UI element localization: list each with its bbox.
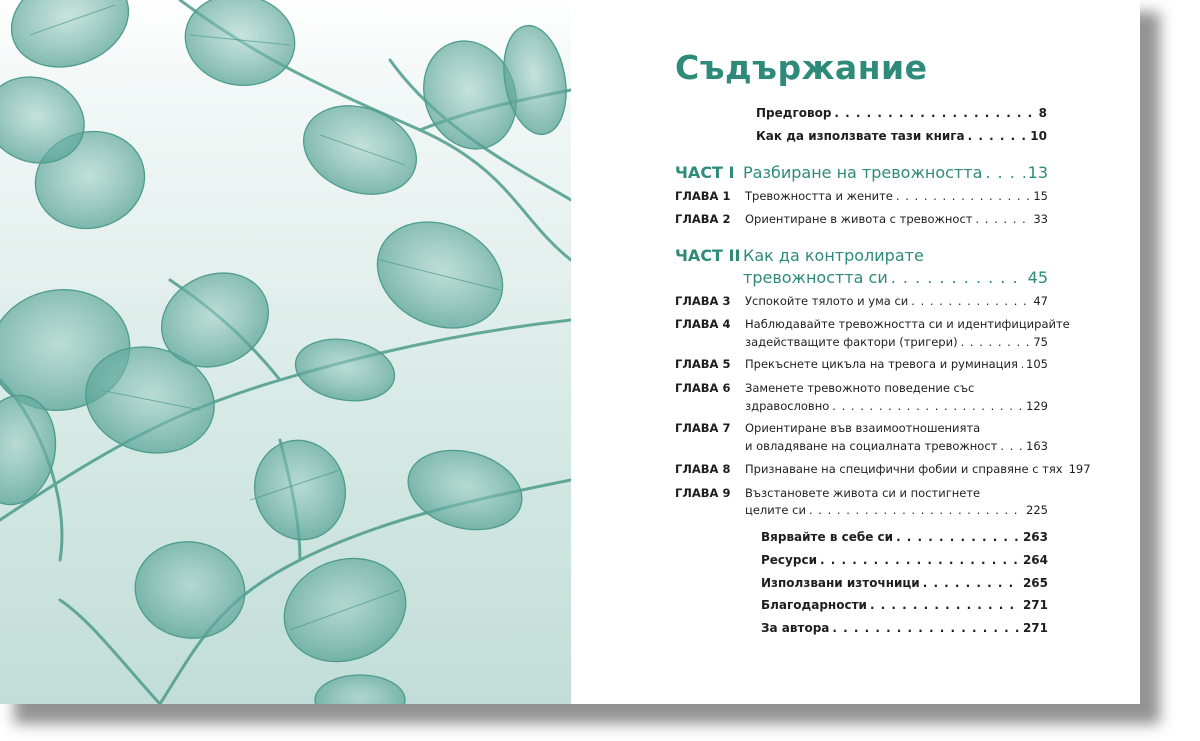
- chapter-entry[interactable]: Ориентиране в живота с тревожност . . . 33: [745, 212, 1048, 226]
- eucalyptus-illustration: [0, 0, 571, 704]
- chapter-label: ГЛАВА 2: [675, 212, 731, 226]
- chapter-entry[interactable]: здравословно . . . 129: [745, 399, 1048, 413]
- part-title[interactable]: тревожността си . . . 45: [743, 268, 1048, 287]
- chapter-entry[interactable]: задействащите фактори (тригери) . . . 75: [745, 335, 1048, 349]
- chapter-title-line[interactable]: Заменете тревожното поведение със: [745, 381, 975, 395]
- chapter-label: ГЛАВА 5: [675, 357, 731, 371]
- toc-page: [571, 0, 1140, 704]
- chapter-entry[interactable]: Тревожността и жените . . . 15: [745, 189, 1048, 203]
- chapter-entry[interactable]: целите си . . . 225: [745, 503, 1048, 517]
- part-title[interactable]: Разбиране на тревожността . . . 13: [743, 163, 1048, 182]
- toc-entry[interactable]: Как да използвате тази книга . . . 10: [756, 129, 1047, 143]
- toc-entry[interactable]: Благодарности . . . 271: [761, 598, 1048, 612]
- part-title-line[interactable]: Как да контролирате: [743, 246, 924, 265]
- part-label: ЧАСТ I: [675, 163, 735, 182]
- chapter-entry[interactable]: и овладяване на социалната тревожност . . . 163: [745, 439, 1048, 453]
- chapter-label: ГЛАВА 9: [675, 486, 731, 500]
- toc-entry[interactable]: Предговор . . . 8: [756, 106, 1047, 120]
- chapter-title-line[interactable]: Ориентиране във взаимоотношенията: [745, 421, 981, 435]
- toc-entry[interactable]: Използвани източници . . . 265: [761, 576, 1048, 590]
- chapter-label: ГЛАВА 1: [675, 189, 731, 203]
- chapter-entry[interactable]: Прекъснете цикъла на тревога и руминация . . . 105: [745, 357, 1048, 371]
- eucalyptus-leaves-art: [0, 0, 571, 704]
- chapter-label: ГЛАВА 4: [675, 317, 731, 331]
- part-label: ЧАСТ II: [675, 246, 741, 265]
- chapter-label: ГЛАВА 6: [675, 381, 731, 395]
- toc-title: Съдържание: [675, 48, 928, 87]
- chapter-label: ГЛАВА 8: [675, 462, 731, 476]
- toc-entry[interactable]: За автора . . . 271: [761, 621, 1048, 635]
- toc-entry[interactable]: Вярвайте в себе си . . . 263: [761, 530, 1048, 544]
- toc-entry[interactable]: Ресурси . . . 264: [761, 553, 1048, 567]
- chapter-entry[interactable]: Признаване на специфични фобии и справяне с тях 197: [745, 462, 1091, 476]
- chapter-title-line[interactable]: Наблюдавайте тревожността си и идентифицирайте: [745, 317, 1070, 331]
- chapter-label: ГЛАВА 3: [675, 294, 731, 308]
- chapter-label: ГЛАВА 7: [675, 421, 731, 435]
- chapter-entry[interactable]: Успокойте тялото и ума си . . . 47: [745, 294, 1048, 308]
- chapter-title-line[interactable]: Възстановете живота си и постигнете: [745, 486, 981, 500]
